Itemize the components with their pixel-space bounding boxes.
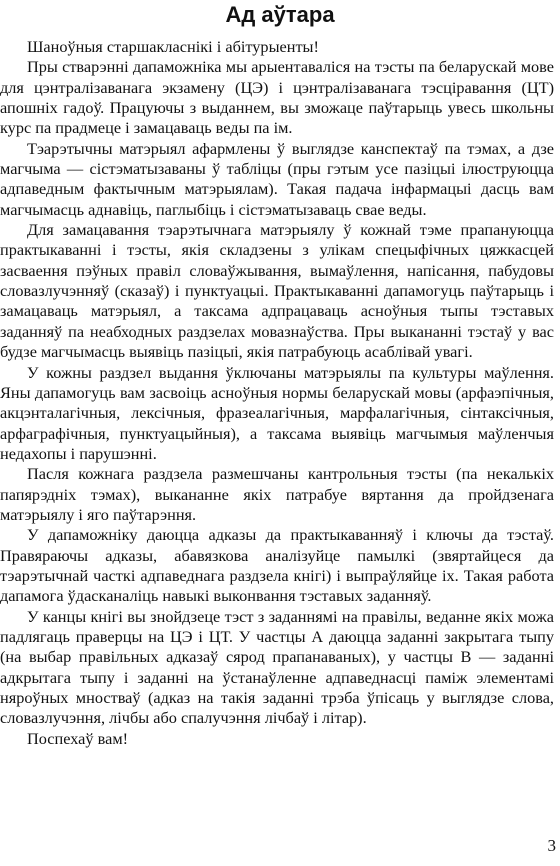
paragraph: У кожны раздзел выдання ўключаны матэрыялы па культуры маўлення. Яны дапамогуць вам засвоіць асноўныя нормы беларускай мовы (арфаэпічныя, акцэнталагічныя, лексічныя, фразеалагічныя, марфалагічныя, сінтаксічныя, арфаграфічныя, пунктуацыйныя), а таксама выявіць магчымыя маўленчыя недахопы і парушэнні. [0,362,554,463]
closing-paragraph: Поспехаў вам! [27,728,129,748]
paragraph: Пры стварэнні дапаможніка мы арыентаваліся на тэсты па беларускай мове для цэнтралізаванага экзамену (ЦЭ) і цэнтралізаванага тэсціравання (ЦТ) апошніх гадоў. Працуючы з выданнем, вы зможаце паўтарыць увесь школьны курс па прадмеце і замацаваць веды па ім. [0,57,554,138]
page-title: Ад аўтара [225,2,335,27]
paragraph: Пасля кожнага раздзела размешчаны кантрольныя тэсты (па некалькіх папярэдніх тэмах), выкананне якіх патрабуе вяртання да пройдзенага матэрыялу і яго паўтарэння. [0,464,554,524]
paragraph: У дапаможніку даюцца адказы да практыкаванняў і ключы да тэстаў. Правяраючы адказы, абавязкова аналізуйце памылкі (звяртайцеся да тэарэтычнай часткі адпаведнага раздзела кнігі) і выпраўляйце іх. Такая работа дапамога ўдасканаліць навыкі выконвання тэставых заданняў. [0,525,554,606]
paragraph: У канцы кнігі вы знойдзеце тэст з заданнямі на правілы, веданне якіх можа падлягаць праверцы на ЦЭ і ЦТ. У частцы А даюцца заданні закрытага тыпу (на выбар правільных адказаў сярод прапанаваных), у частцы В — заданні адкрытага тыпу і заданні на ўстанаўленне адпаведнасці паміж элементамі няроўных мностваў (адказ на такія заданні трэба ўпісаць у выглядзе слова, словазлучэння, лічбы або спалучэння лічбаў і літар). [0,606,554,728]
greeting-paragraph: Шаноўныя старшакласнікі і абітурыенты! [27,37,319,56]
page-number: 3 [547,836,556,855]
body-text [0,37,554,749]
paragraph: Для замацавання тэарэтычнага матэрыялу ў кожнай тэме прапануюцца практыкаванні і тэсты, якія складзены з улікам спецыфічных цяжкасцей засваення пэўных правіл словаўжывання, вымаўлення, напісання, пабудовы словазлучэнняў (сказаў) і пунктуацыі. Практыкаванні дапамогуць паўтарыць і замацаваць матэрыял, а таксама адпрацаваць асноўныя тыпы тэставых заданняў па неабходных раздзелах мовазнаўства. Пры выкананні тэстаў у вас будзе магчымасць выявіць пазіцыі, якія патрабуюць асаблівай увагі. [0,220,554,362]
paragraph: Тэарэтычны матэрыял афармлены ў выглядзе канспектаў па тэмах, а дзе магчыма — сістэматызаваны ў табліцы (пры гэтым усе пазіцыі ілюструюцца адпаведным фактычным матэрыялам). Такая падача інфармацыі дасць вам магчымасць аднавіць, паглыбіць і сістэматызаваць свае веды. [0,138,554,219]
